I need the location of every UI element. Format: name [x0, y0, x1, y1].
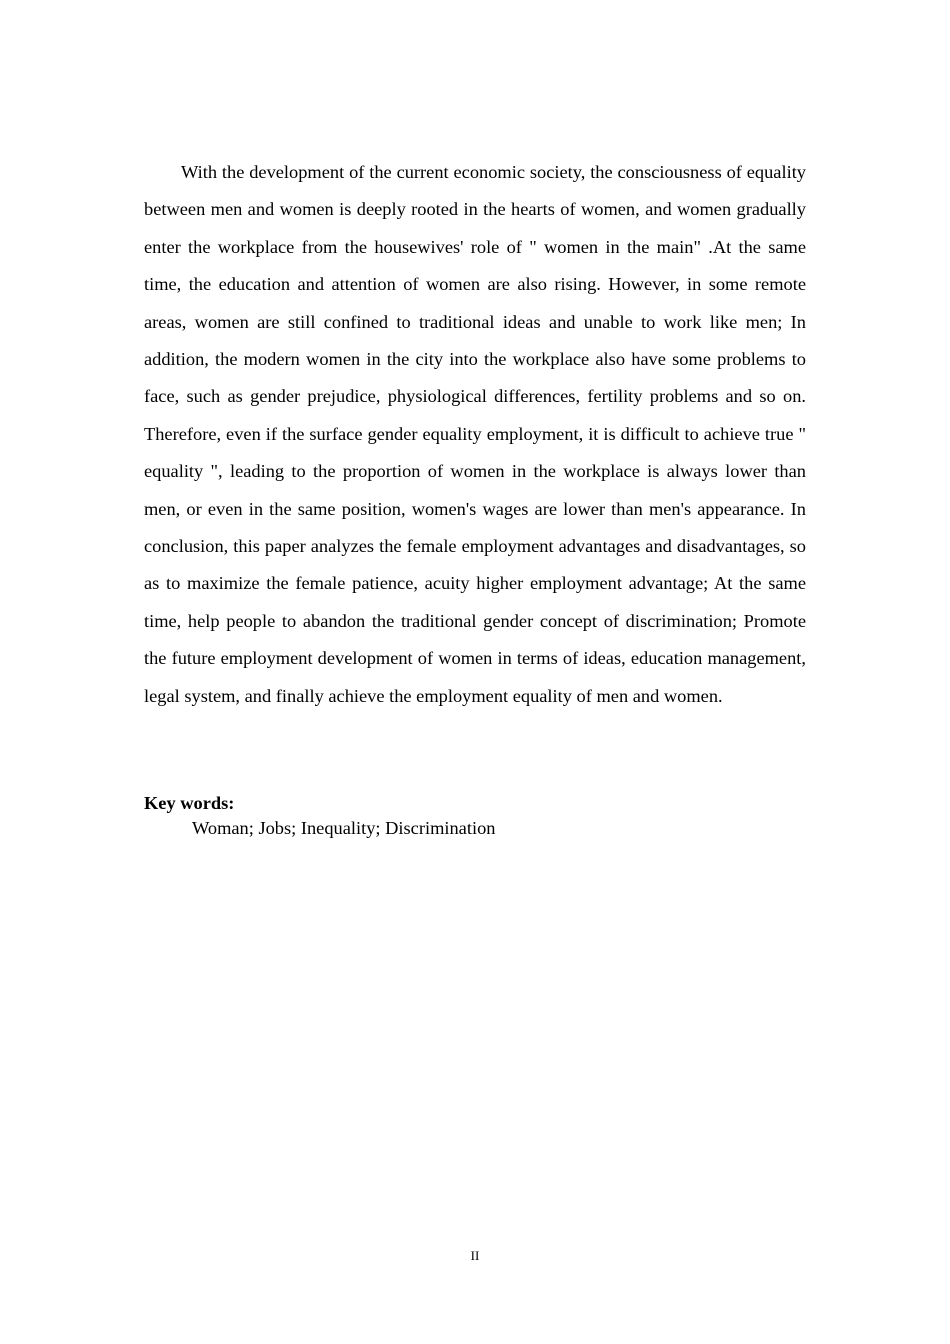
abstract-paragraph: With the development of the current economic society, the consciousness of equality between men and women is deeply rooted in the hearts of women, and women gradually enter the workplace from the housewives' role of " women in the main" .At the same time, the education and attention of women are also rising. However, in some remote areas, women are still confined to traditional ideas and unable to work like men; In addition, the modern women in the city into the workplace also have some problems to face, such as gender prejudice, physiological differences, fertility problems and so on. Therefore, even if the surface gender equality employment, it is difficult to achieve true " equality ", leading to the proportion of women in the workplace is always lower than men, or even in the same position, women's wages are lower than men's appearance. In conclusion, this paper analyzes the female employment advantages and disadvantages, so as to maximize the female patience, acuity higher employment advantage; At the same time, help people to abandon the traditional gender concept of discrimination; Promote the future employment development of women in terms of ideas, education management, legal system, and finally achieve the employment equality of men and women. [144, 162, 806, 706]
keywords-list: Woman; Jobs; Inequality; Discrimination [192, 818, 496, 838]
page-number: II [470, 1248, 480, 1263]
keywords-heading: Key words: [144, 793, 235, 813]
